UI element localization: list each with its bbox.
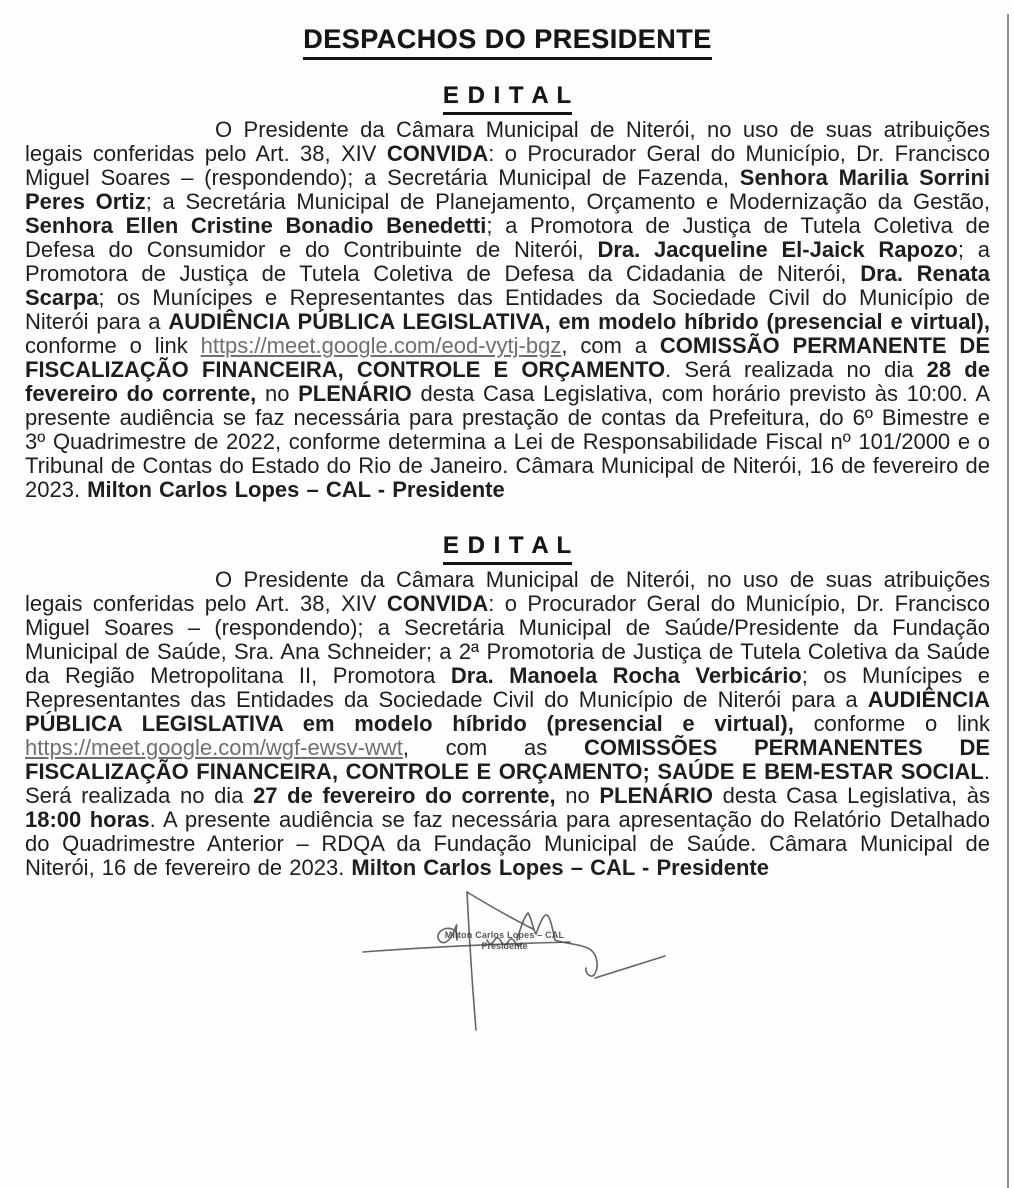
edital-1-heading	[25, 82, 990, 115]
meet-link[interactable]: https://meet.google.com/wgf-ewsv-wwt	[25, 735, 403, 760]
signature-block	[25, 882, 990, 1032]
bold-text-run: Dra. Renata Scarpa	[25, 261, 990, 310]
bold-text-run: Senhora Ellen Cristine Bonadio Benedetti	[25, 213, 487, 238]
edital-2-body	[25, 568, 990, 880]
text-run: , com as	[402, 735, 584, 760]
edital-2-heading-text: E D I T A L	[443, 532, 572, 565]
document-title	[25, 24, 990, 60]
edital-section-2	[25, 532, 990, 880]
bold-text-run: AUDIÊNCIA PÚBLICA LEGISLATIVA, em modelo híbrido (presencial e virtual),	[168, 309, 990, 334]
document-title-text: DESPACHOS DO PRESIDENTE	[303, 24, 712, 60]
bold-text-run: Milton Carlos Lopes – CAL - Presidente	[87, 477, 505, 502]
edital-1-heading-text: E D I T A L	[443, 82, 572, 115]
edital-section-1	[25, 82, 990, 502]
edital-2-heading	[25, 532, 990, 565]
text-run: : o Procurador Geral do Município, Dr. Francisco Miguel Soares – (respondendo); a Secretária Municipal de Fazenda,	[25, 141, 991, 190]
bold-text-run: COMISSÕES PERMANENTES DE FISCALIZAÇÃO FINANCEIRA, CONTROLE E ORÇAMENTO; SAÚDE E BEM-ESTAR SOCIAL	[25, 735, 991, 784]
text-run: ; os Munícipes e Representantes das Entidades da Sociedade Civil do Município de Niterói para a	[25, 285, 990, 334]
bold-text-run: PLENÁRIO	[298, 381, 412, 406]
signature-role: Presidente	[481, 941, 528, 951]
text-run: O Presidente da Câmara Municipal de Niterói, no uso de suas atribuições legais conferidas pelo Art. 38, XIV	[25, 567, 990, 616]
text-run: ; os Munícipes e Representantes das Entidades da Sociedade Civil do Município de Niterói para a	[25, 663, 991, 712]
text-run: desta Casa Legislativa, com horário previsto às 10:00. A presente audiência se faz necessária para prestação de contas da Prefeitura, do 6º Bimestre e 3º Quadrimestre de 2022, conforme determina a Lei de Responsabilidade Fiscal nº 101/2000 e o Tribunal de Contas do Estado do Rio de Janeiro. Câmara Municipal de Niterói, 16 de fevereiro de 2023.	[25, 381, 990, 502]
text-run: ; a Secretária Municipal de Planejamento, Orçamento e Modernização da Gestão,	[145, 189, 991, 214]
text-run: . A presente audiência se faz necessária para apresentação do Relatório Detalhado do Quadrimestre Anterior – RDQA da Fundação Municipal de Saúde. Câmara Municipal de Niterói, 16 de fevereiro de 2023.	[25, 807, 990, 880]
bold-text-run: Milton Carlos Lopes – CAL - Presidente	[351, 855, 769, 880]
bold-text-run: COMISSÃO PERMANENTE DE FISCALIZAÇÃO FINANCEIRA, CONTROLE E ORÇAMENTO	[25, 333, 990, 382]
meet-link[interactable]: https://meet.google.com/eod-vytj-bgz	[200, 333, 562, 358]
bold-text-run: 18:00 horas	[25, 807, 150, 832]
text-run: : o Procurador Geral do Município, Dr. Francisco Miguel Soares – (respondendo); a Secretária Municipal de Saúde/Presidente da Fundação Municipal de Saúde, Sra. Ana Schneider; a 2ª Promotoria de Justiça de Tutela Coletiva da Saúde da Região Metropolitana II, Promotora	[25, 591, 991, 688]
signature-stamp	[427, 930, 582, 951]
bold-text-run: Senhora Marilia Sorrini Peres Ortiz	[25, 165, 990, 214]
text-run: ; a Promotora de Justiça de Tutela Coletiva de Defesa da Cidadania de Niterói,	[25, 237, 990, 286]
bold-text-run: 28 de fevereiro do corrente,	[25, 357, 990, 406]
text-run: conforme o link	[793, 711, 990, 736]
text-run: desta Casa Legislativa, às	[713, 783, 991, 808]
text-run: conforme o link	[25, 333, 201, 358]
scan-edge-artifact	[1007, 14, 1009, 1188]
bold-text-run: Dra. Manoela Rocha Verbicário	[450, 663, 802, 688]
text-run: no	[256, 381, 299, 406]
bold-text-run: PLENÁRIO	[599, 783, 714, 808]
text-run: no	[555, 783, 600, 808]
signature-scribble	[355, 882, 685, 1037]
bold-text-run: 27 de fevereiro do corrente,	[253, 783, 556, 808]
text-run: ; a Promotora de Justiça de Tutela Coletiva de Defesa do Consumidor e do Contribuinte de Niterói,	[25, 213, 990, 262]
bold-text-run: Dra. Jacqueline El-Jaick Rapozo	[597, 237, 958, 262]
edital-1-body	[25, 118, 990, 502]
text-run: . Será realizada no dia	[665, 357, 927, 382]
text-run: O Presidente da Câmara Municipal de Niterói, no uso de suas atribuições legais conferidas pelo Art. 38, XIV	[25, 117, 990, 166]
bold-text-run: AUDIÊNCIA PÚBLICA LEGISLATIVA em modelo híbrido (presencial e virtual),	[25, 687, 990, 736]
bold-text-run: CONVIDA	[386, 141, 489, 166]
signature-name: Milton Carlos Lopes – CAL	[444, 930, 565, 940]
text-run: . Será realizada no dia	[25, 759, 990, 808]
text-run: , com a	[561, 333, 660, 358]
bold-text-run: CONVIDA	[386, 591, 489, 616]
